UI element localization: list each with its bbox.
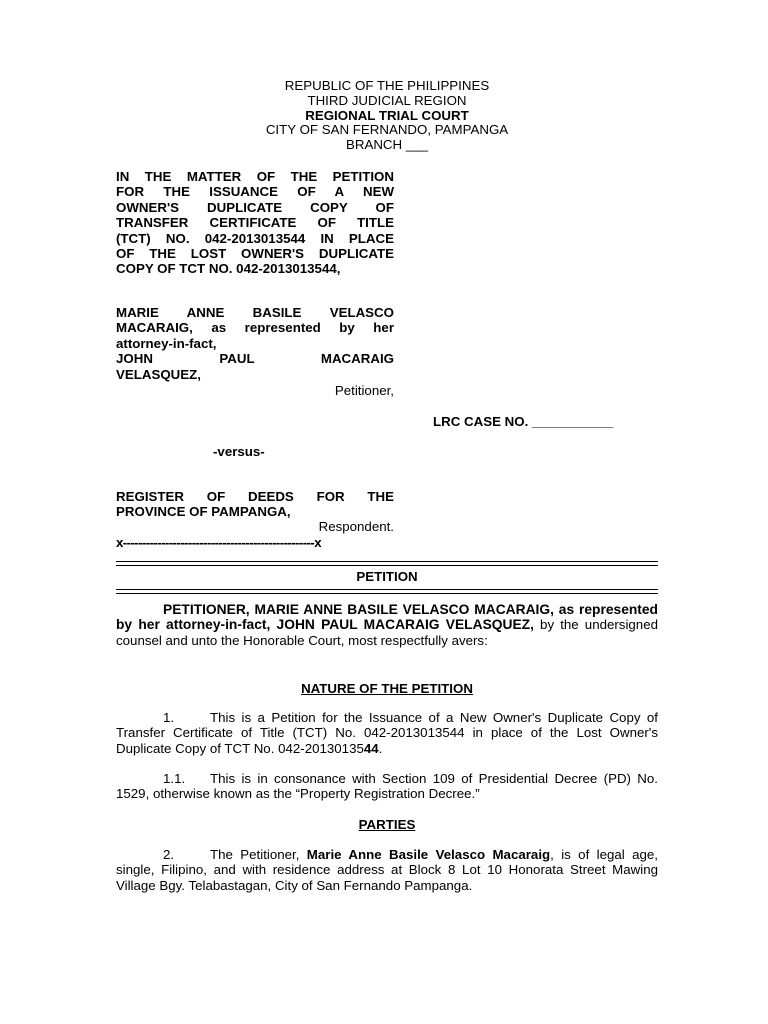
paragraph-bold-tail: 44 <box>363 740 379 756</box>
header-branch: BRANCH ___ <box>345 137 429 153</box>
paragraph-text: The Petitioner, <box>210 847 307 862</box>
versus-label: -versus- <box>213 444 265 459</box>
respondent-line: PROVINCE OF PAMPANGA, <box>116 504 291 520</box>
case-matter <box>116 169 394 277</box>
paragraph-1-1 <box>116 771 658 802</box>
petitioner-line: MARIE ANNE BASILE VELASCO <box>116 305 394 320</box>
title-rule-bottom-inner <box>116 593 658 594</box>
intro-paragraph <box>116 602 658 648</box>
paragraph-1 <box>116 710 658 756</box>
respondent-line: REGISTER OF DEEDS FOR THE <box>116 489 394 504</box>
header-region: THIRD JUDICIAL REGION <box>307 92 467 108</box>
title-rule-bottom <box>116 589 658 590</box>
petitioner-line: attorney-in-fact, <box>116 335 217 351</box>
petitioner-line: VELASQUEZ, <box>116 366 201 382</box>
petition-title: PETITION <box>356 569 418 584</box>
intro-text: by the undersigned counsel and unto the Honorable Court, most respectfully avers: <box>116 617 658 648</box>
matter-line: COPY OF TCT NO. 042-2013013544, <box>116 261 341 277</box>
petitioner-caption <box>116 305 394 382</box>
title-rule-top-inner <box>116 565 658 566</box>
caption-separator: x--------------------------------------------------x <box>116 535 321 550</box>
matter-line: TRANSFER CERTIFICATE OF TITLE <box>116 215 394 231</box>
header-city: CITY OF SAN FERNANDO, PAMPANGA <box>265 122 509 138</box>
petitioner-line: MACARAIG, as represented by her <box>116 320 394 336</box>
paragraph-number: 1.1. <box>163 771 186 786</box>
respondent-label: Respondent. <box>318 519 394 534</box>
matter-line: OF THE LOST OWNER'S DUPLICATE <box>116 246 394 262</box>
respondent-caption <box>116 489 394 520</box>
petitioner-line: JOHN PAUL MACARAIG <box>116 351 394 367</box>
paragraph-number: 1. <box>163 710 175 725</box>
paragraph-text: This is a Petition for the Issuance of a New Owner's Duplicate Copy of Transfer Certificate of Title (TCT) No. 042-2013013544 in place of the Lost Owner's Duplicate Copy of TCT No. 042-20130135 <box>116 710 658 756</box>
paragraph-text: , is of legal age, single, Filipino, and with residence address at Block 8 Lot 10 Honorata Street Mawing Village Bgy. Telabastagan, City of San Fernando Pampanga. <box>116 847 658 893</box>
header-republic: REPUBLIC OF THE PHILIPPINES <box>284 78 490 93</box>
matter-line: OWNER'S DUPLICATE COPY OF <box>116 199 394 215</box>
petitioner-label: Petitioner, <box>334 383 394 398</box>
title-rule-top <box>116 561 658 562</box>
header-court: REGIONAL TRIAL COURT <box>305 107 469 123</box>
section-title-nature: NATURE OF THE PETITION <box>301 681 473 696</box>
petitioner-name: Marie Anne Basile Velasco Macaraig <box>306 847 551 862</box>
court-header <box>116 79 658 153</box>
paragraph-text: This is in consonance with Section 109 of Presidential Decree (PD) No. 1529, otherwise known as the “Property Registration Decree.” <box>116 771 658 802</box>
matter-line: IN THE MATTER OF THE PETITION <box>116 169 394 184</box>
section-title-parties: PARTIES <box>358 817 416 832</box>
matter-line: (TCT) NO. 042-2013013544 IN PLACE <box>116 230 394 246</box>
intro-bold: PETITIONER, MARIE ANNE BASILE VELASCO MACARAIG, as represented by her attorney-in-fact, JOHN PAUL MACARAIG VELASQUEZ, <box>116 602 658 633</box>
paragraph-2 <box>116 847 658 893</box>
lrc-case-number: LRC CASE NO. ___________ <box>433 414 614 429</box>
matter-line: FOR THE ISSUANCE OF A NEW <box>116 184 394 200</box>
paragraph-end: . <box>378 740 383 756</box>
paragraph-number: 2. <box>163 847 175 862</box>
